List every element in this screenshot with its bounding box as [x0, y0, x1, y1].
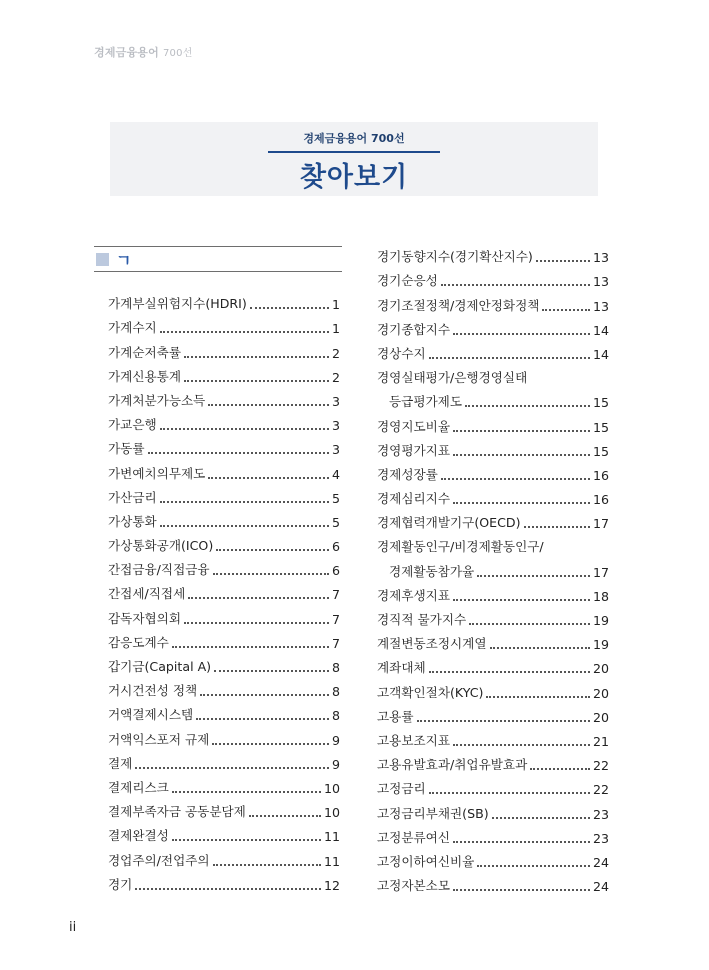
dot-leader: [172, 839, 321, 841]
dot-leader: [250, 307, 329, 309]
index-page-number: 1: [331, 297, 340, 313]
dot-leader: [208, 404, 329, 406]
index-entry: [377, 797, 609, 821]
dot-leader: [214, 670, 329, 672]
index-page-number: 13: [592, 250, 609, 266]
index-page-number: 20: [592, 685, 609, 701]
dot-leader: [184, 622, 329, 624]
index-entry: [377, 507, 609, 531]
index-entry: [108, 723, 340, 747]
index-term: 고정이하여신비율: [377, 853, 475, 869]
section-square-icon: [96, 253, 109, 266]
index-term: 고정자본소모: [377, 878, 450, 894]
index-entry: [377, 580, 609, 604]
index-entry: [108, 433, 340, 457]
index-column-right: [377, 241, 609, 894]
index-term: 거액결제시스템: [108, 707, 194, 723]
index-page-number: 8: [331, 684, 340, 700]
index-term: 가변예치의무제도: [108, 465, 206, 481]
dot-leader: [249, 815, 321, 817]
index-term: 가계신용통계: [108, 368, 181, 384]
dot-leader: [135, 767, 329, 769]
index-term: 가계순저축률: [108, 344, 181, 360]
index-term: 거액익스포저 규제: [108, 731, 210, 747]
index-term: 간접금융/직접금융: [108, 562, 210, 578]
index-term: 결제리스크: [108, 779, 169, 795]
dot-leader: [417, 720, 590, 722]
index-page-number: 11: [323, 829, 340, 845]
index-entry: [108, 675, 340, 699]
index-entry: [377, 749, 609, 773]
dot-leader: [453, 841, 590, 843]
index-page-number: 6: [331, 539, 340, 555]
index-page-number: 17: [592, 564, 609, 580]
dot-leader: [477, 575, 590, 577]
index-entry: [108, 361, 340, 385]
index-term: 경영지도비율: [377, 418, 450, 434]
index-term: 경영평가지표: [377, 442, 450, 458]
index-page-number: 22: [592, 758, 609, 774]
index-entry: [108, 820, 340, 844]
index-term: 경제성장률: [377, 466, 438, 482]
index-term: 고정분류여신: [377, 829, 450, 845]
running-header-sub: 700선: [162, 48, 193, 59]
dot-leader: [212, 743, 329, 745]
dot-leader: [172, 791, 321, 793]
index-entry: [377, 338, 609, 362]
index-entry: [377, 870, 609, 894]
index-entry: [377, 314, 609, 338]
index-entry: [377, 773, 609, 797]
dot-leader: [453, 502, 590, 504]
dot-leader: [530, 768, 590, 770]
index-entry: [377, 676, 609, 700]
index-entry: [377, 555, 609, 579]
dot-leader: [213, 573, 329, 575]
index-entry: [377, 386, 609, 410]
index-page-number: 7: [331, 587, 340, 603]
index-term: 계좌대체: [377, 660, 426, 676]
dot-leader: [184, 380, 329, 382]
index-term: 경영실태평가/은행경영실태: [377, 370, 528, 386]
index-page-number: 5: [331, 490, 340, 506]
index-entry: [108, 506, 340, 530]
title-box: [110, 122, 598, 196]
index-term: 가교은행: [108, 417, 157, 433]
index-page-number: 24: [592, 879, 609, 895]
index-term: 경제후생지표: [377, 587, 450, 603]
index-entry: [108, 699, 340, 723]
dot-leader: [160, 331, 329, 333]
index-page-number: 20: [592, 661, 609, 677]
index-page-number: 20: [592, 709, 609, 725]
index-column-left: [108, 288, 340, 893]
index-page-number: 13: [592, 298, 609, 314]
index-entry: [108, 409, 340, 433]
index-page-number: 14: [592, 322, 609, 338]
index-term: 계절변동조정시계열: [377, 636, 487, 652]
index-page-number: 16: [592, 467, 609, 483]
index-term: 가동률: [108, 441, 145, 457]
dot-leader: [160, 525, 329, 527]
index-term: 갑기금(Capital A): [108, 659, 212, 674]
index-term: 고용률: [377, 708, 414, 724]
index-entry: [377, 822, 609, 846]
index-entry: [377, 483, 609, 507]
index-page-number: 9: [331, 756, 340, 772]
index-entry: [108, 772, 340, 796]
section-header: [94, 246, 342, 272]
index-page-number: 4: [331, 466, 340, 482]
dot-leader: [213, 864, 321, 866]
index-entry: [108, 457, 340, 481]
index-entry: [108, 796, 340, 820]
index-term: 경직적 물가지수: [377, 612, 467, 627]
index-entry: [377, 362, 609, 386]
dot-leader: [536, 260, 590, 262]
index-entry: [108, 482, 340, 506]
index-entry: [108, 748, 340, 772]
index-entry: [108, 869, 340, 893]
index-entry: [377, 725, 609, 749]
index-entry: [377, 265, 609, 289]
index-page-number: 6: [331, 563, 340, 579]
index-page-number: 8: [331, 660, 340, 675]
index-term: 결제: [108, 755, 133, 771]
dot-leader: [490, 647, 590, 649]
index-page-number: 7: [331, 635, 340, 651]
dot-leader: [160, 501, 329, 503]
dot-leader: [429, 671, 590, 673]
index-page-number: 10: [323, 780, 340, 796]
dot-leader: [184, 356, 329, 358]
index-page-number: 23: [592, 830, 609, 846]
index-page-number: 2: [331, 345, 340, 361]
index-entry: [108, 627, 340, 651]
index-term: 가계처분가능소득: [108, 392, 206, 408]
index-term: 경기조절정책/경제안정화정책: [377, 297, 540, 313]
index-page-number: 7: [331, 611, 340, 627]
page-number: ii: [69, 920, 77, 935]
index-entry: [377, 241, 609, 265]
index-page-number: 15: [592, 419, 609, 435]
index-term: 경기종합지수: [377, 321, 450, 337]
index-page-number: 3: [331, 393, 340, 409]
index-entry: [108, 336, 340, 360]
index-term: 결제완결성: [108, 828, 169, 844]
index-term: 감독자협의회: [108, 610, 181, 626]
dot-leader: [486, 696, 590, 698]
dot-leader: [216, 549, 329, 551]
index-page-number: 3: [331, 418, 340, 434]
index-page-number: 2: [331, 369, 340, 385]
index-term: 가산금리: [108, 489, 157, 505]
index-entry: [108, 385, 340, 409]
dot-leader: [196, 718, 329, 720]
index-entry: [377, 604, 609, 628]
index-entry: [108, 288, 340, 312]
dot-leader: [542, 309, 590, 311]
dot-leader: [200, 694, 329, 696]
index-entry: [108, 554, 340, 578]
index-entry: [377, 701, 609, 725]
index-term: 경기동향지수(경기확산지수): [377, 249, 533, 265]
index-term: 고정금리부채권(SB): [377, 805, 489, 821]
title-rule: [268, 151, 440, 153]
index-page-number: 9: [331, 732, 340, 748]
index-term: 가상통화: [108, 513, 157, 529]
index-term: 가계수지: [108, 320, 157, 336]
index-page-number: 14: [592, 346, 609, 362]
index-entry: [108, 530, 340, 554]
section-label: ㄱ: [116, 251, 132, 270]
index-term: 고용보조지표: [377, 732, 450, 748]
page-title: 찾아보기: [299, 162, 409, 193]
index-term: 감응도계수: [108, 634, 169, 650]
index-entry: [377, 628, 609, 652]
index-term: 경제심리지수: [377, 491, 450, 507]
dot-leader: [453, 889, 590, 891]
index-term: 고객확인절차(KYC): [377, 684, 484, 700]
index-page-number: 12: [323, 877, 340, 893]
index-term: 경제활동인구/비경제활동인구/: [377, 539, 544, 555]
index-page-number: 1: [331, 321, 340, 337]
dot-leader: [469, 623, 590, 625]
index-entry: [108, 578, 340, 602]
running-header: [94, 44, 193, 60]
index-term: 경기순응성: [377, 273, 438, 289]
index-term: 경상수지: [377, 345, 426, 361]
index-entry: [377, 410, 609, 434]
book-title: 경제금융용어 700선: [303, 132, 405, 145]
dot-leader: [172, 646, 329, 648]
dot-leader: [441, 478, 590, 480]
index-entry: [377, 459, 609, 483]
running-header-title: 경제금융용어: [94, 46, 159, 59]
dot-leader: [524, 526, 590, 528]
index-entry: [108, 602, 340, 626]
index-page-number: 10: [323, 805, 340, 821]
dot-leader: [188, 597, 329, 599]
index-term: 경기: [108, 876, 133, 892]
dot-leader: [429, 357, 590, 359]
index-entry: [377, 846, 609, 870]
index-term: 간접세/직접세: [108, 586, 186, 602]
index-page-number: 17: [592, 516, 609, 532]
dot-leader: [208, 477, 329, 479]
dot-leader: [160, 428, 329, 430]
dot-leader: [453, 744, 590, 746]
index-entry: [377, 435, 609, 459]
index-page-number: 21: [592, 733, 609, 749]
index-term: 고정금리: [377, 781, 426, 797]
index-page-number: 18: [592, 588, 609, 604]
index-term: 등급평가제도: [389, 394, 462, 410]
index-term: 가계부실위험지수(HDRI): [108, 296, 247, 312]
index-entry: [108, 312, 340, 336]
index-entry: [108, 844, 340, 868]
index-page-number: 3: [331, 442, 340, 458]
dot-leader: [135, 888, 321, 890]
index-page-number: 22: [592, 782, 609, 798]
index-term: 고용유발효과/취업유발효과: [377, 757, 528, 773]
index-term: 거시건전성 정책: [108, 683, 198, 699]
index-entry: [108, 651, 340, 675]
dot-leader: [492, 817, 590, 819]
index-page-number: 8: [331, 708, 340, 724]
index-term: 가상통화공개(ICO): [108, 538, 214, 554]
index-page-number: 11: [323, 853, 340, 869]
dot-leader: [148, 452, 329, 454]
index-page-number: 19: [592, 637, 609, 653]
index-entry: [377, 652, 609, 676]
dot-leader: [465, 405, 590, 407]
dot-leader: [441, 284, 590, 286]
dot-leader: [429, 792, 590, 794]
dot-leader: [453, 333, 590, 335]
index-page-number: 24: [592, 854, 609, 870]
index-page-number: 15: [592, 443, 609, 459]
dot-leader: [453, 599, 590, 601]
index-page-number: 23: [592, 806, 609, 822]
index-term: 경제협력개발기구(OECD): [377, 515, 521, 531]
index-entry: [377, 289, 609, 313]
index-page-number: 19: [592, 613, 609, 628]
index-term: 경제활동참가율: [389, 563, 475, 579]
index-page-number: 16: [592, 492, 609, 508]
index-page-number: 13: [592, 274, 609, 290]
index-term: 결제부족자금 공동분담제: [108, 804, 246, 820]
dot-leader: [477, 865, 590, 867]
index-term: 경업주의/전업주의: [108, 852, 210, 868]
dot-leader: [453, 430, 590, 432]
dot-leader: [453, 454, 590, 456]
index-entry: [377, 531, 609, 555]
index-page-number: 15: [592, 395, 609, 411]
index-page-number: 5: [331, 514, 340, 530]
